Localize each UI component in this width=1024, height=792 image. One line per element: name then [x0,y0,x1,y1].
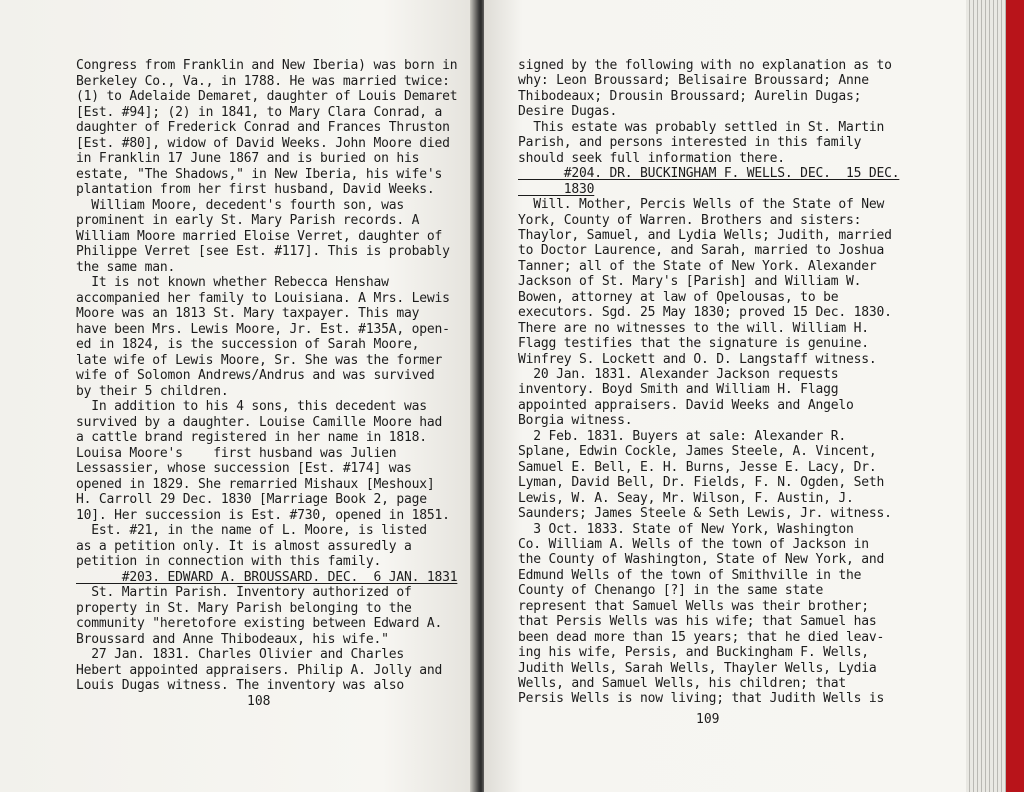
text-line: as a petition only. It is almost assuredly a [76,538,412,554]
estate-heading: 1830 [518,181,595,197]
text-line: been dead more than 15 years; that he died leav- [518,629,885,645]
text-line: Moore was an 1813 St. Mary taxpayer. This may [76,306,420,321]
text-line: Tanner; all of the State of New York. Alexander [518,258,877,274]
text-line: in Franklin 17 June 1867 and is buried on his [76,151,420,166]
text-line: late wife of Lewis Moore, Sr. She was the former [76,352,443,368]
text-line: William Moore married Eloise Verret, daughter of [76,228,443,244]
text-line: represent that Samuel Wells was their brother; [518,598,869,614]
left-page [0,0,478,792]
text-line: Louis Dugas witness. The inventory was also [76,678,404,693]
text-line: H. Carroll 29 Dec. 1830 [Marriage Book 2, page [76,492,427,507]
text-line: Saunders; James Steele & Seth Lewis, Jr. witness. [518,506,892,522]
text-line: signed by the following with no explanation as to [518,58,892,73]
text-line: 20 Jan. 1831. Alexander Jackson requests [518,367,839,382]
text-line: ed in 1824, is the succession of Sarah Moore, [76,337,420,352]
text-line: Thibodeaux; Drousin Broussard; Aurelin Dugas; [518,88,862,104]
text-line: Jackson of St. Mary's [Parish] and William W. [518,274,862,290]
text-line: the same man. [76,259,176,275]
text-line: Bowen, attorney at law of Opelousas, to be [518,289,839,305]
text-line: Splane, Edwin Cockle, James Steele, A. Vincent, [518,444,877,460]
text-line: prominent in early St. Mary Parish records. A [76,213,420,228]
text-line: petition in connection with this family. [76,554,382,569]
text-line: Persis Wells is now living; that Judith Wells is [518,691,885,707]
text-line: Berkeley Co., Va., in 1788. He was married twice: [76,73,450,89]
page-number: 109 [696,712,720,727]
text-line: accompanied her family to Louisiana. A Mrs. Lewis [76,290,450,306]
text-line: survived by a daughter. Louise Camille Moore had [76,414,443,430]
text-line: 27 Jan. 1831. Charles Olivier and Charles [76,647,404,662]
text-line: the County of Washington, State of New York, and [518,552,885,568]
text-line: daughter of Frederick Conrad and Frances Thruston [76,120,450,135]
text-line: York, County of Warren. Brothers and sisters: [518,212,862,228]
text-line: why: Leon Broussard; Belisaire Broussard; Anne [518,73,869,89]
text-line: executors. Sgd. 25 May 1830; proved 15 Dec. 1830. [518,305,892,321]
text-line: appointed appraisers. David Weeks and Angelo [518,397,854,413]
text-line: Samuel E. Bell, E. H. Burns, Jesse E. Lacy, Dr. [518,459,877,475]
text-line: 10]. Her succession is Est. #730, opened in 1851. [76,507,450,523]
page-edges [966,0,1006,792]
text-line: [Est. #80], widow of David Weeks. John Moore died [76,135,450,151]
text-line: Broussard and Anne Thibodeaux, his wife." [76,631,389,647]
text-line: Hebert appointed appraisers. Philip A. Jolly and [76,662,443,678]
text-line: Lewis, W. A. Seay, Mr. Wilson, F. Austin, J. [518,490,854,506]
text-line: Parish, and persons interested in this family [518,135,862,151]
text-line: to Doctor Laurence, and Sarah, married to Joshua [518,243,885,259]
text-line: community "heretofore existing between Edward A. [76,616,443,631]
text-line: a cattle brand registered in her name in 1818. [76,430,427,445]
text-line: There are no witnesses to the will. William H. [518,320,869,336]
text-line: It is not known whether Rebecca Henshaw [76,275,389,290]
text-line: Lyman, David Bell, Dr. Fields, F. N. Ogden, Seth [518,475,885,491]
text-line: Wells, and Samuel Wells, his children; that [518,676,846,691]
right-page [484,0,966,792]
text-line: estate, "The Shadows," in New Iberia, his wife's [76,166,443,182]
text-line: [Est. #94]; (2) in 1841, to Mary Clara Conrad, a [76,104,443,120]
text-line: Edmund Wells of the town of Smithville in the [518,567,862,583]
text-line: by their 5 children. [76,383,229,399]
text-line: wife of Solomon Andrews/Andrus and was survived [76,368,435,383]
text-line: plantation from her first husband, David Weeks. [76,182,435,197]
text-line: In addition to his 4 sons, this decedent was [76,399,427,414]
text-line: Will. Mother, Percis Wells of the State of New [518,197,885,213]
estate-heading: #203. EDWARD A. BROUSSARD. DEC. 6 JAN. 1831 [76,569,458,585]
text-line: 3 Oct. 1833. State of New York, Washington [518,521,854,537]
text-line: (1) to Adelaide Demaret, daughter of Louis Demaret [76,89,458,104]
text-line: William Moore, decedent's fourth son, was [76,197,404,213]
text-line: Flagg testifies that the signature is genuine. [518,336,869,352]
text-line: Thaylor, Samuel, and Lydia Wells; Judith, married [518,227,892,243]
text-line: Philippe Verret [see Est. #117]. This is probably [76,244,450,259]
text-line: Louisa Moore's first husband was Julien [76,445,397,461]
text-line: Desire Dugas. [518,104,618,120]
text-line: ing his wife, Persis, and Buckingham F. Wells, [518,645,869,661]
text-line: Congress from Franklin and New Iberia) was born in [76,58,458,73]
text-line: inventory. Boyd Smith and William H. Flagg [518,382,839,398]
text-line: Est. #21, in the name of L. Moore, is listed [76,523,427,538]
text-line: Lessassier, whose succession [Est. #174] was [76,461,412,476]
text-line: Co. William A. Wells of the town of Jackson in [518,536,869,552]
text-line: property in St. Mary Parish belonging to the [76,600,412,616]
text-line: Winfrey S. Lockett and O. D. Langstaff witness. [518,351,877,367]
text-line: St. Martin Parish. Inventory authorized of [76,585,412,600]
page-number: 108 [247,694,271,709]
text-line: should seek full information there. [518,150,785,166]
text-line: that Persis Wells was his wife; that Samuel has [518,614,877,630]
text-line: Borgia witness. [518,413,633,429]
text-line: Judith Wells, Sarah Wells, Thayler Wells, Lydia [518,660,877,676]
text-line: opened in 1829. She remarried Mishaux [Meshoux] [76,476,435,492]
text-line: This estate was probably settled in St. Martin [518,119,885,135]
text-line: County of Chenango [?] in the same state [518,583,824,599]
cover-edge [1006,0,1024,792]
text-line: have been Mrs. Lewis Moore, Jr. Est. #135A, open- [76,321,450,337]
text-line: 2 Feb. 1831. Buyers at sale: Alexander R. [518,428,846,444]
estate-heading: #204. DR. BUCKINGHAM F. WELLS. DEC. 15 DEC. [518,166,900,182]
